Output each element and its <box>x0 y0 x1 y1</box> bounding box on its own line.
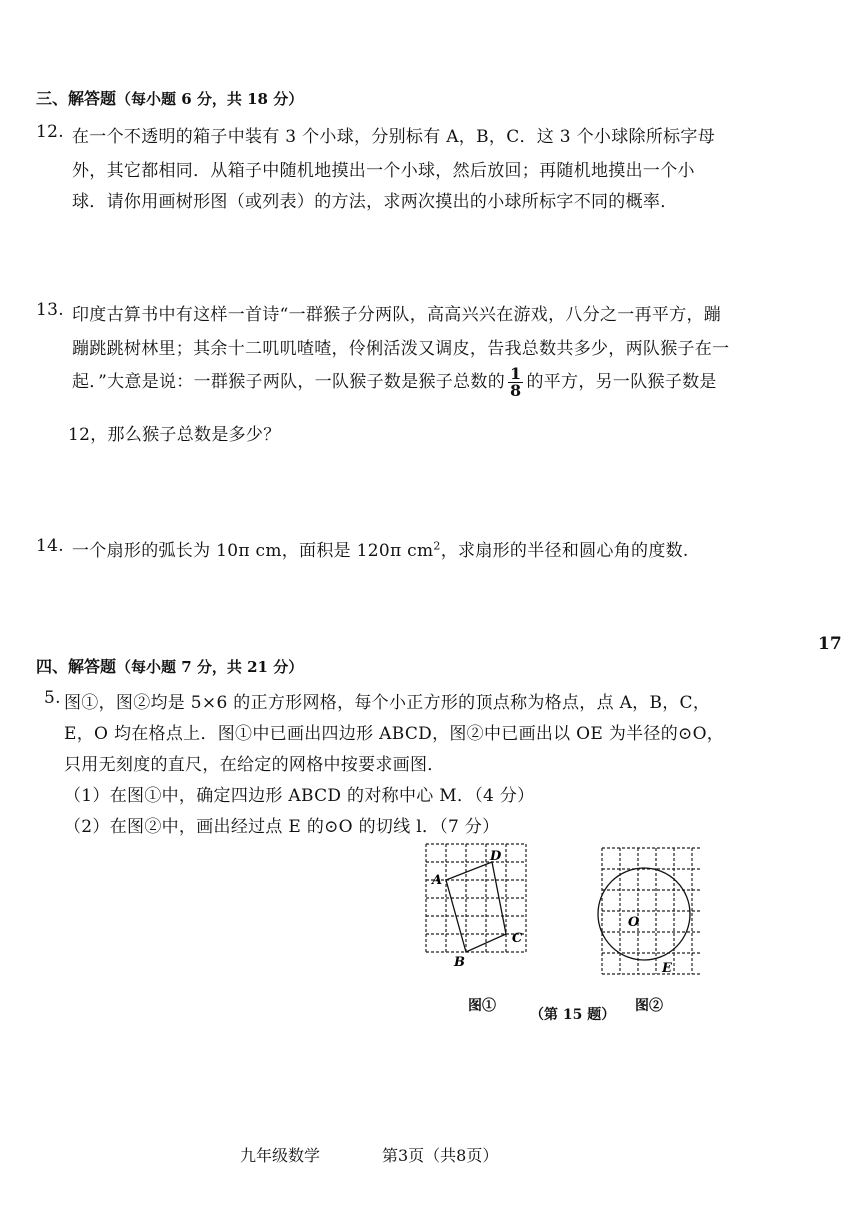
q12-line-2: 外，其它都相同．从箱子中随机地摸出一个小球，然后放回；再随机地摸出一个小 <box>72 161 695 181</box>
q15-number: 5. <box>44 688 61 708</box>
label-a: A <box>432 873 443 888</box>
label-e: E <box>662 961 672 976</box>
section3-points: （每小题 6 分，共 18 分） <box>116 90 304 108</box>
q13-line-1: 印度古算书中有这样一首诗“一群猴子分两队，高高兴兴在游戏，八分之一再平方，蹦 <box>72 305 722 325</box>
q14-number: 14. <box>36 536 64 556</box>
quadrilateral-abcd <box>446 862 506 952</box>
label-b: B <box>454 955 465 970</box>
circle-o <box>598 868 690 960</box>
figure-1-caption: 图① <box>468 998 496 1014</box>
q12-number: 12. <box>36 122 64 142</box>
section4-header <box>36 654 303 677</box>
figure-1-grid <box>418 838 542 972</box>
fraction-one-eighth <box>508 366 523 399</box>
question-15-caption: （第 15 题） <box>530 1007 616 1023</box>
q15-line-2: E，O 均在格点上．图①中已画出四边形 ABCD，图②中已画出以 OE 为半径的⊙O， <box>64 724 725 744</box>
side-number: 17 <box>818 634 842 654</box>
figure-2-caption: 图② <box>635 998 663 1014</box>
section3-title: 三、解答题 <box>36 89 117 108</box>
q15-line-1: 图①，图②均是 5×6 的正方形网格，每个小正方形的顶点称为格点，点 A，B，C， <box>64 693 711 713</box>
q12-line-1: 在一个不透明的箱子中装有 3 个小球，分别标有 A，B，C．这 3 个小球除所标字母 <box>72 127 716 147</box>
section4-title: 四、解答题 <box>36 657 117 676</box>
label-c: C <box>512 931 523 946</box>
section3-header <box>36 86 303 109</box>
q15-line-3: 只用无刻度的直尺，在给定的网格中按要求画图． <box>64 755 445 775</box>
q13-line-2: 蹦跳跳树林里；其余十二叽叽喳喳，伶俐活泼又调皮，告我总数共多少，两队猴子在一 <box>72 339 730 359</box>
q13-line-3-before: 起．”大意是说：一群猴子两队，一队猴子数是猴子总数的 <box>72 372 505 392</box>
footer-page: 第3页（共8页） <box>382 1146 499 1165</box>
label-o: O <box>628 915 640 930</box>
q14-superscript: 2 <box>433 539 441 553</box>
fraction-denominator: 8 <box>510 381 522 400</box>
section4-points: （每小题 7 分，共 21 分） <box>116 658 304 676</box>
footer-subject: 九年级数学 <box>240 1146 321 1165</box>
q13-line-3 <box>72 366 717 399</box>
q14-text <box>72 536 689 561</box>
q13-line-4: 12，那么猴子总数是多少？ <box>68 425 281 445</box>
q15-sub-2: （2）在图②中，画出经过点 E 的⊙O 的切线 l．（7 分） <box>64 817 500 837</box>
label-d: D <box>490 849 502 864</box>
q13-number: 13. <box>36 300 64 320</box>
figure-2-grid <box>594 840 710 976</box>
fraction-numerator: 1 <box>510 364 522 383</box>
q14-text-a: 一个扇形的弧长为 10π cm，面积是 120π cm <box>72 541 434 561</box>
q14-text-b: ，求扇形的半径和圆心角的度数. <box>440 541 689 561</box>
q13-line-3-after: 的平方，另一队猴子数是 <box>526 372 717 392</box>
q15-sub-1: （1）在图①中，确定四边形 ABCD 的对称中心 M．（4 分） <box>64 786 535 806</box>
q12-line-3: 球．请你用画树形图（或列表）的方法，求两次摸出的小球所标字不同的概率． <box>72 192 678 212</box>
